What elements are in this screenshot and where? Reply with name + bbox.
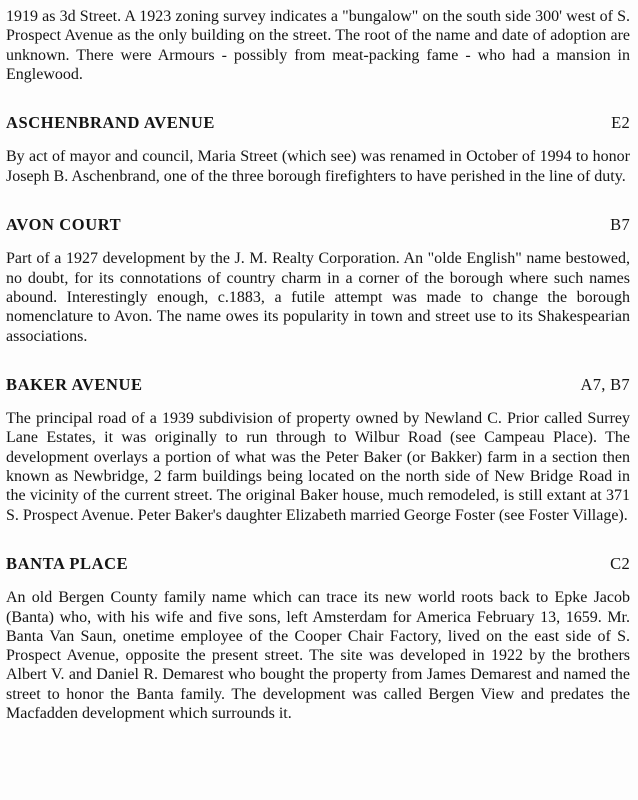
entry-header [6, 375, 630, 394]
entry-title: BAKER AVENUE [6, 374, 143, 394]
grid-reference: B7 [610, 215, 630, 235]
entry-baker-avenue [6, 375, 630, 525]
entry-aschenbrand-avenue [6, 113, 630, 186]
entry-body: The principal road of a 1939 subdivision of property owned by Newland C. Prior called Surrey Lane Estates, it was originally to run through to Wilbur Road (see Campeau Place). The development overlays a portion of what was the Peter Baker (or Bakker) farm in a section then known as Newbridge, 2 farm buildings being located on the north side of New Bridge Road in the vicinity of the current street. The original Baker house, much remodeled, is still extant at 371 S. Prospect Avenue. Peter Baker's daughter Elizabeth married George Foster (see Foster Village). [6, 410, 630, 524]
entry-body: Part of a 1927 development by the J. M. Realty Corporation. An "olde English" name bestowed, no doubt, for its connotations of country charm in a corner of the borough where such names abound. Interestingly enough, c.1883, a futile attempt was made to change the borough nomenclature to Avon. The name owes its popularity in town and street use to its Shakespearian associations. [6, 250, 630, 345]
entry-banta-place [6, 554, 630, 723]
intro-paragraph: 1919 as 3d Street. A 1923 zoning survey indicates a "bungalow" on the south side 300' west of S. Prospect Avenue as the only building on the street. The root of the name and date of adoption are unknown. There were Armours - possibly from meat-packing fame - who had a mansion in Englewood. [6, 8, 630, 83]
grid-reference: E2 [611, 113, 630, 133]
entry-header [6, 554, 630, 573]
entry-header [6, 113, 630, 132]
entry-title: BANTA PLACE [6, 553, 129, 573]
entry-title: ASCHENBRAND AVENUE [6, 113, 215, 133]
entry-body: By act of mayor and council, Maria Street (which see) was renamed in October of 1994 to honor Joseph B. Aschenbrand, one of the three borough firefighters to have perished in the line of duty. [6, 148, 630, 185]
entry-body: An old Bergen County family name which can trace its new world roots back to Epke Jacob (Banta) who, with his wife and five sons, left Amsterdam for America February 13, 1659. Mr. Banta Van Saun, onetime employee of the Cooper Chair Factory, lived on the east side of S. Prospect Avenue, opposite the present street. The site was developed in 1922 by the brothers Albert V. and Daniel R. Demarest who bought the property from James Demarest and named the street to honor the Banta family. The development was called Bergen View and predates the Macfadden development which surrounds it. [6, 589, 630, 723]
entry-header [6, 215, 630, 234]
entry-title: AVON COURT [6, 215, 122, 235]
grid-reference: A7, B7 [580, 374, 630, 394]
grid-reference: C2 [610, 553, 630, 573]
entry-avon-court [6, 215, 630, 346]
